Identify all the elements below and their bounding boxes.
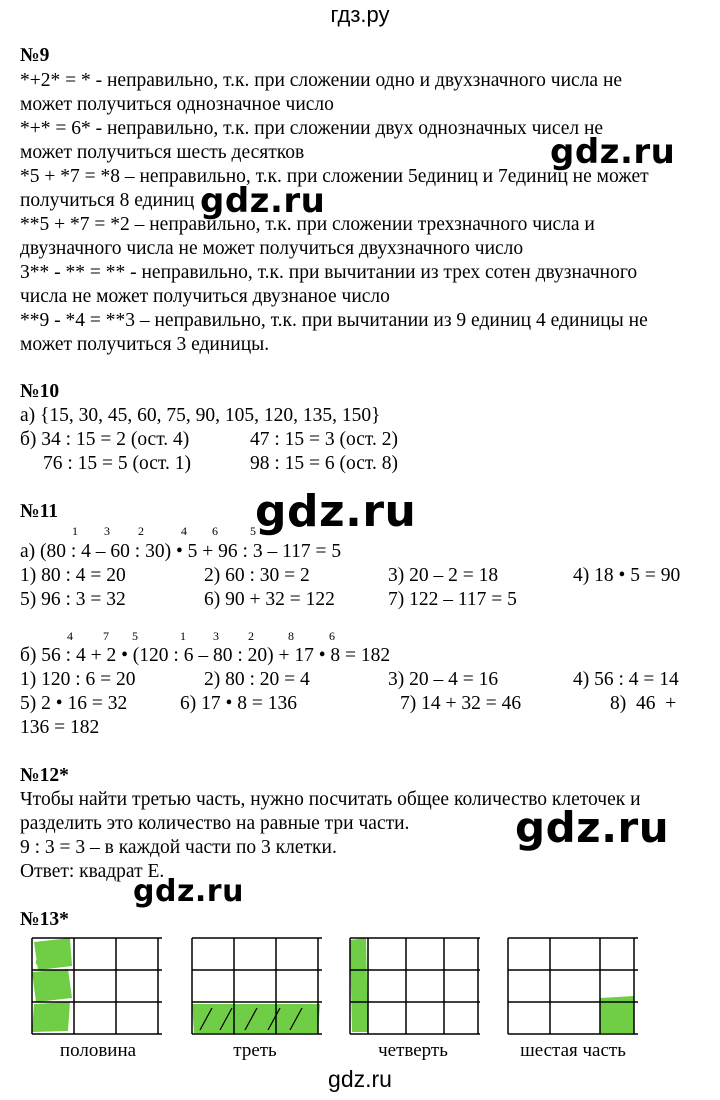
task9-title: №9: [20, 45, 50, 66]
task11-step: 4) 56 : 4 = 14: [573, 669, 679, 690]
task11-step: 1) 120 : 6 = 20: [20, 669, 136, 690]
order-number: 1: [72, 524, 78, 538]
order-number: 5: [132, 629, 138, 643]
task9-line: получиться 8 единиц: [20, 190, 195, 211]
shaded-area: [32, 938, 72, 1032]
order-number: 7: [103, 629, 109, 643]
order-number: 5: [250, 524, 256, 538]
watermark: gdz.ru: [200, 181, 326, 221]
order-number: 4: [67, 629, 73, 643]
order-number: 3: [213, 629, 219, 643]
task11-step: 5) 96 : 3 = 32: [20, 589, 126, 610]
order-number: 4: [181, 524, 187, 538]
task11-step: 2) 60 : 30 = 2: [204, 565, 310, 586]
task9-line: **5 + *7 = *2 – неправильно, т.к. при сложении трехзначного числа и: [20, 214, 595, 235]
task9-line: *5 + *7 = *8 – неправильно, т.к. при сложении 5единиц и 7единиц не может: [20, 166, 649, 187]
watermark: gdz.ru: [133, 874, 244, 909]
grid-half: [30, 936, 165, 1036]
task12-line: Чтобы найти третью часть, нужно посчитать общее количество клеточек и: [20, 789, 641, 810]
order-number: 6: [329, 629, 335, 643]
task11-step: 6) 90 + 32 = 122: [204, 589, 335, 610]
task9-line: двузначного числа не может получиться двухзначного число: [20, 238, 524, 259]
task11-step: 6) 17 • 8 = 136: [180, 693, 297, 714]
task12-line: Ответ: квадрат Е.: [20, 861, 165, 882]
task12-title: №12*: [20, 765, 69, 786]
task9-line: может получиться шесть десятков: [20, 142, 305, 163]
task11-a-expression: а) (80 : 4 – 60 : 30) • 5 + 96 : 3 – 117 = 5: [20, 541, 342, 562]
task11-step: 136 = 182: [20, 717, 100, 738]
task12-line: 9 : 3 = 3 – в каждой части по 3 клетки.: [20, 837, 337, 858]
task12-line: разделить это количество на равные три части.: [20, 813, 410, 834]
task11-step: 3) 20 – 4 = 16: [388, 669, 499, 690]
order-number: 6: [212, 524, 218, 538]
task9-line: может получиться однозначное число: [20, 94, 334, 115]
task11-step: 2) 80 : 20 = 4: [204, 669, 310, 690]
task11-b-expression: б) 56 : 4 + 2 • (120 : 6 – 80 : 20) + 17 • 8 = 182: [20, 645, 391, 666]
site-name-top: гдз.ру: [330, 2, 390, 27]
shaded-area: [350, 938, 368, 1032]
task9-line: **9 - *4 = **3 – неправильно, т.к. при вычитании из 9 единиц 4 единицы не: [20, 310, 648, 331]
watermark: gdz.ru: [550, 132, 676, 172]
task9-line: *+2* = * - неправильно, т.к. при сложении одно и двухзначного числа не: [20, 70, 623, 91]
task11-step: 8) 46 +: [610, 693, 677, 714]
task10-b-item: 47 : 15 = 3 (ост. 2): [250, 429, 398, 450]
order-number: 3: [104, 524, 110, 538]
task9-line: числа не может получиться двузнаное число: [20, 286, 390, 307]
task11-title: №11: [20, 501, 59, 522]
task9-line: может получиться 3 единицы.: [20, 334, 270, 355]
task11-step: 5) 2 • 16 = 32: [20, 693, 128, 714]
caption-half: половина: [59, 1040, 137, 1061]
task10-title: №10: [20, 381, 60, 402]
watermark: gdz.ru: [255, 486, 417, 537]
task10-b-item: 76 : 15 = 5 (ост. 1): [43, 453, 191, 474]
order-number: 2: [248, 629, 254, 643]
grid-third: [190, 936, 325, 1036]
site-name-bottom: gdz.ru: [328, 1066, 392, 1092]
order-number: 8: [288, 629, 294, 643]
task10-b-item: б) 34 : 15 = 2 (ост. 4): [20, 429, 190, 450]
task11-step: 7) 14 + 32 = 46: [400, 693, 522, 714]
order-number: 1: [180, 629, 186, 643]
caption-quarter: четверть: [378, 1040, 448, 1061]
grid-quarter: [348, 936, 483, 1036]
caption-sixth: шестая часть: [520, 1040, 626, 1061]
watermark: gdz.ru: [515, 803, 670, 852]
task11-step: 4) 18 • 5 = 90: [573, 565, 681, 586]
task11-step: 1) 80 : 4 = 20: [20, 565, 126, 586]
task13-title: №13*: [20, 909, 69, 930]
task11-step: 3) 20 – 2 = 18: [388, 565, 499, 586]
caption-third: треть: [233, 1040, 277, 1061]
task9-line: 3** - ** = ** - неправильно, т.к. при вычитании из трех сотен двузначного: [20, 262, 638, 283]
task10-a: а) {15, 30, 45, 60, 75, 90, 105, 120, 135, 150}: [20, 405, 381, 426]
grid-sixth: [506, 936, 641, 1036]
task11-step: 7) 122 – 117 = 5: [388, 589, 517, 610]
order-number: 2: [138, 524, 144, 538]
task10-b-item: 98 : 15 = 6 (ост. 8): [250, 453, 398, 474]
task9-line: *+* = 6* - неправильно, т.к. при сложении двух однозначных чисел не: [20, 118, 604, 139]
